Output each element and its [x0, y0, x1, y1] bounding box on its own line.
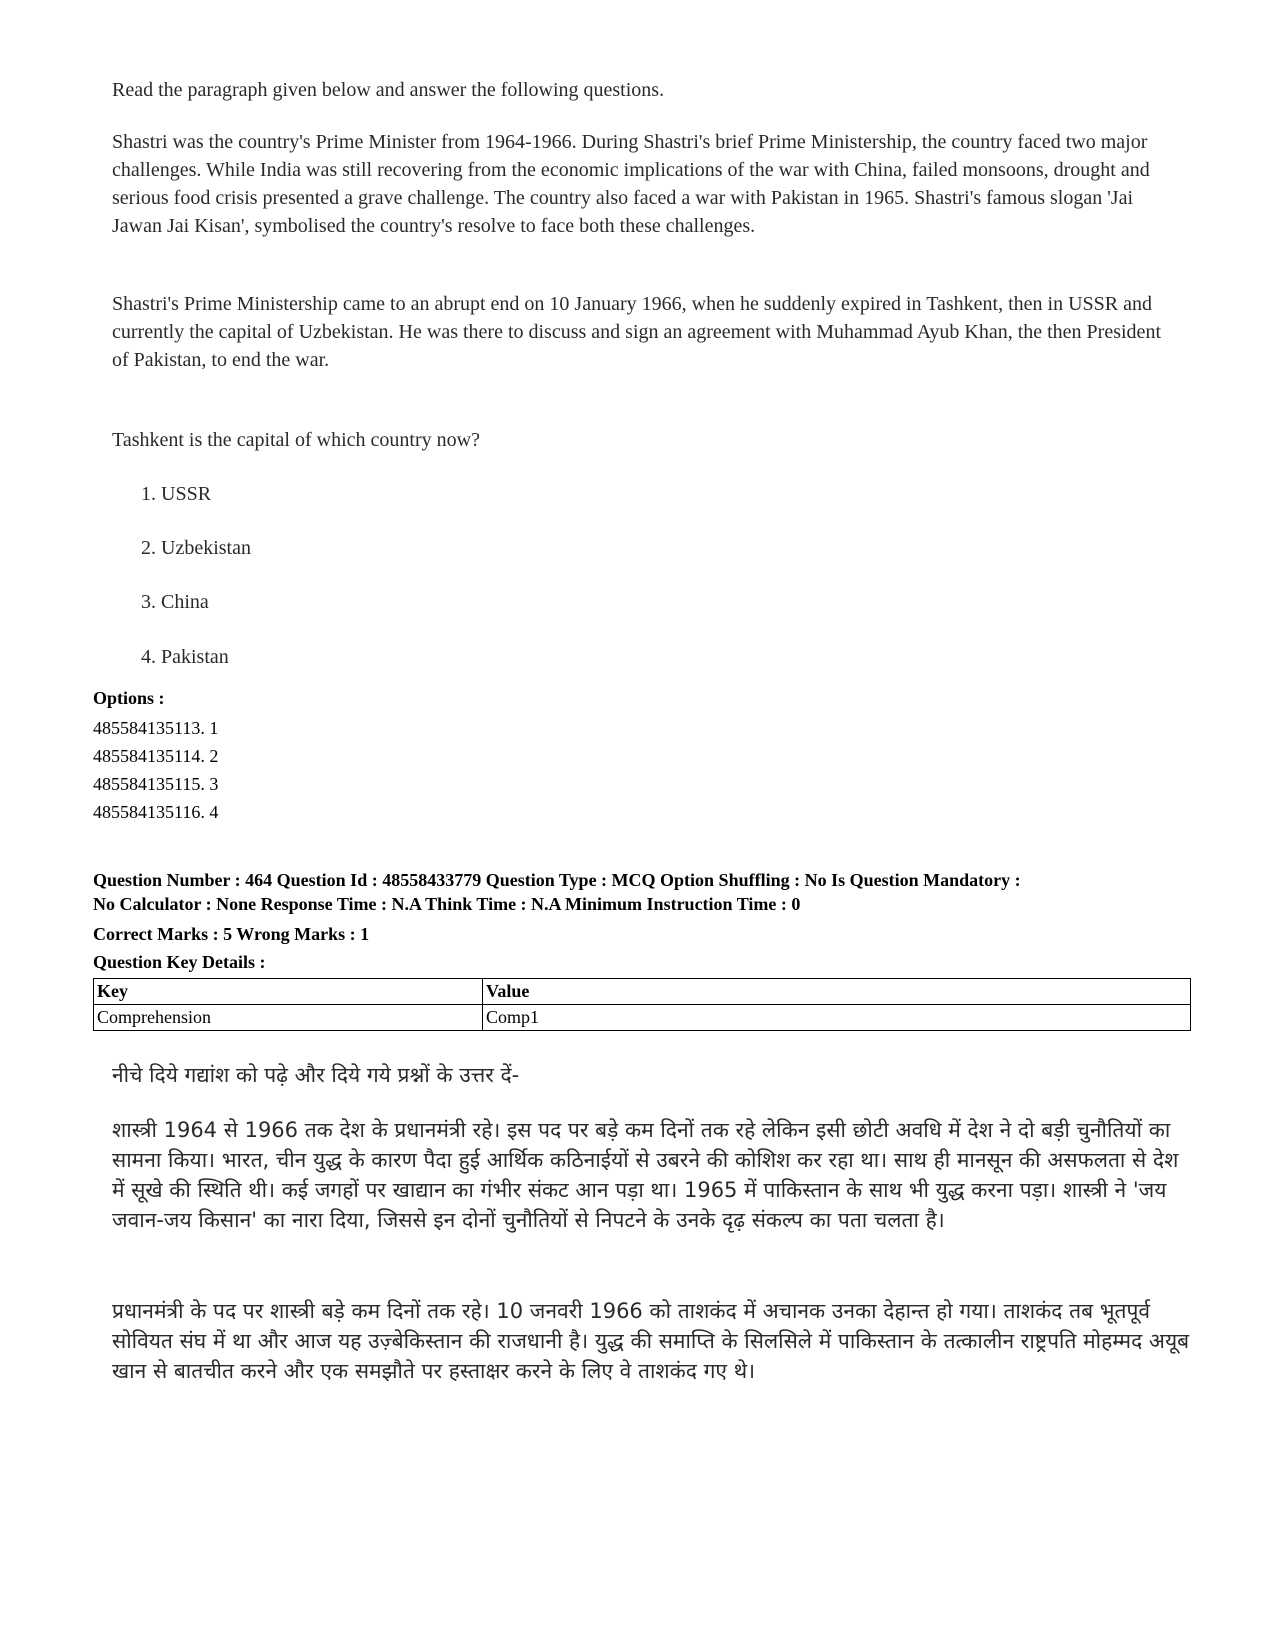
option-list	[93, 714, 1193, 826]
table-cell-value: Comp1	[483, 1005, 1191, 1031]
option-id-item: 485584135116. 4	[93, 802, 219, 822]
question-text: Tashkent is the capital of which country now?	[112, 429, 480, 451]
answer-choice-3: 3. China	[141, 591, 209, 613]
hindi-intro: नीचे दिये गद्यांश को पढ़े और दिये गये प्रश्नों के उत्तर दें-	[112, 1063, 520, 1087]
option-id-item: 485584135114. 2	[93, 746, 219, 766]
table-header-value: Value	[483, 979, 1191, 1005]
passage-paragraph-1: Shastri was the country's Prime Minister from 1964-1966. During Shastri's brief Prime Ministership, the country faced two major challenges. While India was still recovering from the economic implications of the war with China, failed monsoons, drought and serious food crisis presented a grave challenge. The country also faced a war with Pakistan in 1965. Shastri's famous slogan 'Jai Jawan Jai Kisan', symbolised the country's resolve to face both these challenges.	[112, 131, 1150, 237]
table-cell-key: Comprehension	[94, 1005, 483, 1031]
marks-info: Correct Marks : 5 Wrong Marks : 1	[93, 924, 370, 944]
hindi-paragraph-2: प्रधानमंत्री के पद पर शास्त्री बड़े कम दिनों तक रहे। 10 जनवरी 1966 को ताशकंद में अचानक उनका देहान्त हो गया। ताशकंद तब भूतपूर्व सोवियत संघ में था और आज यह उज़्बेकिस्तान की राजधानी है। युद्ध की समाप्ति के सिलसिले में पाकिस्तान के तत्कालीन राष्ट्रपति मोहम्मद अयूब खान से बातचीत करने और एक समझौते पर हस्ताक्षर करने के लिए वे ताशकंद गए थे।	[112, 1299, 1190, 1383]
table-header-key: Key	[94, 979, 483, 1005]
question-info-line-1: Question Number : 464 Question Id : 48558433779 Question Type : MCQ Option Shuffling : No Is Question Mandatory :	[93, 870, 1021, 890]
table-row	[94, 1005, 1191, 1031]
answer-choice-1: 1. USSR	[141, 483, 212, 505]
option-id-item: 485584135113. 1	[93, 718, 219, 738]
passage-paragraph-2: Shastri's Prime Ministership came to an abrupt end on 10 January 1966, when he suddenly expired in Tashkent, then in USSR and currently the capital of Uzbekistan. He was there to discuss and sign an agreement with Muhammad Ayub Khan, the then President of Pakistan, to end the war.	[112, 293, 1161, 371]
hindi-paragraph-1: शास्त्री 1964 से 1966 तक देश के प्रधानमंत्री रहे। इस पद पर बड़े कम दिनों तक रहे लेकिन इसी छोटी अवधि में देश ने दो बड़ी चुनौतियों का सामना किया। भारत, चीन युद्ध के कारण पैदा हुई आर्थिक कठिनाईयों से उबरने की कोशिश कर रहा था। साथ ही मानसून की असफलता से देश में सूखे की स्थिति थी। कई जगहों पर खाद्यान का गंभीर संकट आन पड़ा था। 1965 में पाकिस्तान के साथ भी युद्ध करना पड़ा। शास्त्री ने 'जय जवान-जय किसान' का नारा दिया, जिससे इन दोनों चुनौतियों से निपटने के उनके दृढ़ संकल्प का पता चलता है।	[112, 1118, 1179, 1232]
answer-choice-4: 4. Pakistan	[141, 646, 229, 668]
passage-intro: Read the paragraph given below and answer the following questions.	[112, 79, 665, 101]
question-info-line-2: No Calculator : None Response Time : N.A Think Time : N.A Minimum Instruction Time : 0	[93, 894, 801, 914]
table-header-row	[94, 979, 1191, 1005]
options-label: Options :	[93, 688, 165, 708]
answer-choice-2: 2. Uzbekistan	[141, 537, 251, 559]
key-details-label: Question Key Details :	[93, 952, 266, 972]
question-info	[93, 868, 1193, 916]
key-details-table	[93, 978, 1191, 1031]
option-id-item: 485584135115. 3	[93, 774, 219, 794]
